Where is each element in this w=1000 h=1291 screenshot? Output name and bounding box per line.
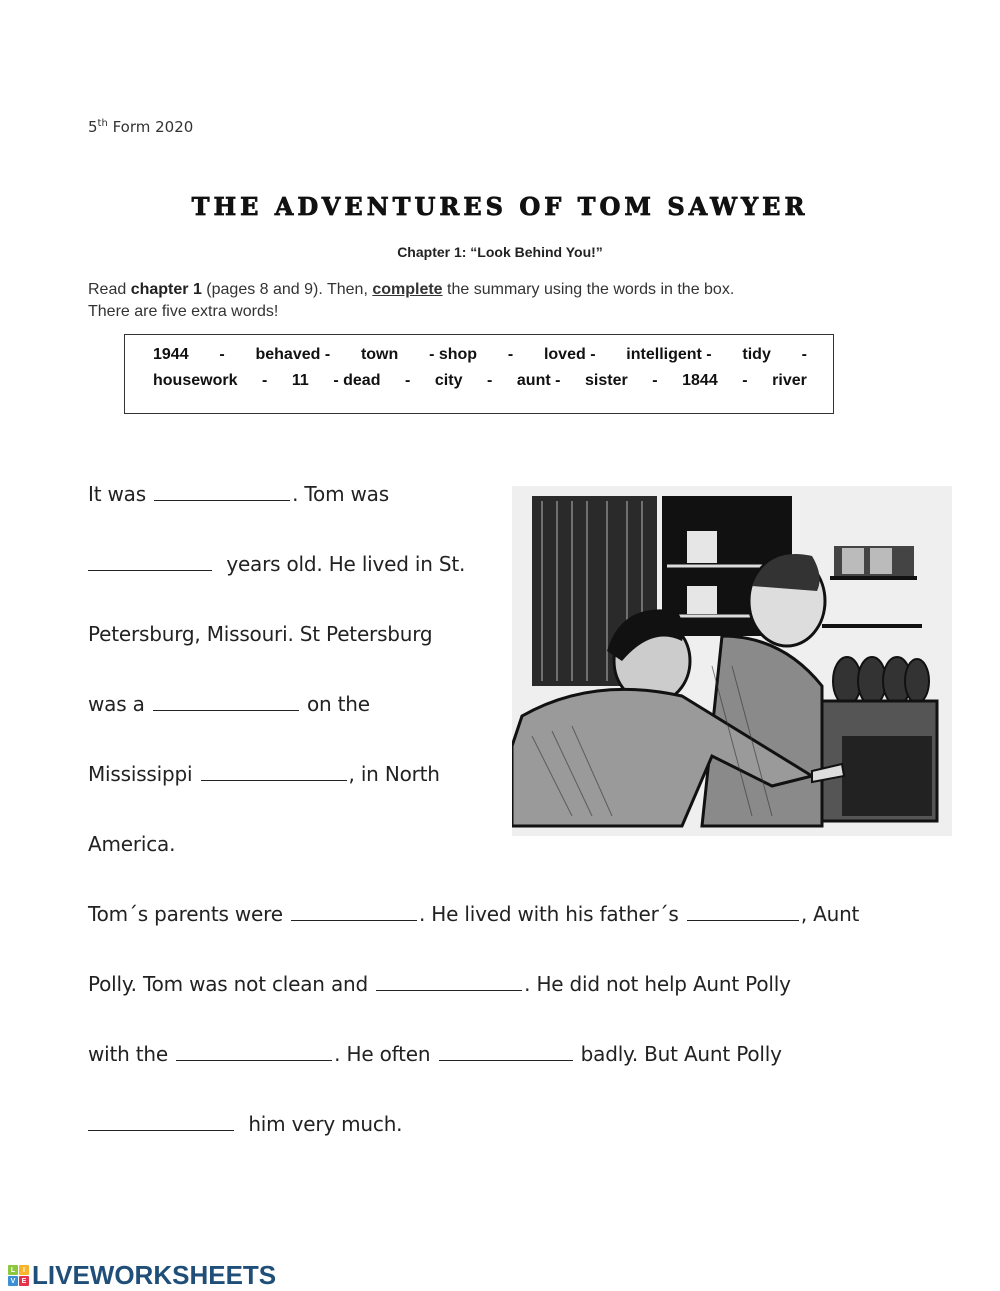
answer-blank-2[interactable] <box>88 569 212 571</box>
word: river <box>772 372 807 389</box>
worksheet-title: THE ADVENTURES OF TOM SAWYER <box>191 192 809 221</box>
summary-text: . He did not help Aunt Polly <box>524 972 791 996</box>
summary-line-9 <box>88 1042 782 1066</box>
word-row-2 <box>153 372 807 390</box>
word: 1844 <box>682 372 718 389</box>
summary-line-3: Petersburg, Missouri. St Petersburg <box>88 622 433 646</box>
logo-mark-icon <box>8 1265 29 1286</box>
word-separator: - <box>507 346 514 363</box>
word-separator: - <box>219 346 225 363</box>
answer-blank-1[interactable] <box>154 499 290 501</box>
logo-wordmark: LIVEWORKSHEETS <box>32 1260 277 1290</box>
summary-line-2 <box>88 552 465 576</box>
summary-line-8 <box>88 972 791 996</box>
word-separator: - <box>801 346 807 363</box>
summary-text: on the <box>300 692 370 716</box>
summary-line-7 <box>88 902 859 926</box>
summary-text: , Aunt <box>800 902 860 926</box>
word: city <box>434 372 463 389</box>
answer-blank-10[interactable] <box>88 1129 234 1131</box>
word: - shop <box>429 346 478 363</box>
answer-blank-3[interactable] <box>153 709 299 711</box>
summary-text: Mississippi <box>88 762 199 786</box>
summary-text: . He often <box>334 1042 437 1066</box>
word-separator: - <box>487 372 493 389</box>
summary-text: . Tom was <box>292 482 389 506</box>
instr-text-2: (pages 8 and 9). Then, <box>201 281 373 298</box>
word-box <box>124 334 834 414</box>
summary-text: years old. He lived in St. <box>214 552 466 576</box>
word: - dead <box>333 372 381 389</box>
summary-text: Tom´s parents were <box>88 902 289 926</box>
word: aunt - <box>516 372 561 389</box>
summary-line-1 <box>88 482 389 506</box>
word: tidy <box>742 346 771 363</box>
word: housework <box>153 372 238 389</box>
summary-text: badly. But Aunt Polly <box>574 1042 782 1066</box>
form-year: Form 2020 <box>107 118 194 136</box>
instr-text-3: the summary using the words in the box. <box>442 281 735 298</box>
summary-line-5 <box>88 762 440 786</box>
answer-blank-7[interactable] <box>376 989 522 991</box>
instructions <box>88 279 908 323</box>
word-separator: - <box>405 372 411 389</box>
summary-line-4 <box>88 692 370 716</box>
answer-blank-9[interactable] <box>439 1059 573 1061</box>
summary-text: Polly. Tom was not clean and <box>88 972 375 996</box>
answer-blank-6[interactable] <box>687 919 799 921</box>
word: intelligent - <box>626 346 712 363</box>
form-superscript: th <box>97 118 108 129</box>
word: behaved - <box>255 346 331 363</box>
summary-text: was a <box>88 692 151 716</box>
summary-line-10 <box>88 1112 402 1136</box>
form-label <box>88 118 193 136</box>
word: town <box>360 346 399 363</box>
instr-bold-complete: complete <box>372 281 443 298</box>
logo-letter: E <box>19 1276 29 1286</box>
answer-blank-8[interactable] <box>176 1059 332 1061</box>
liveworksheets-logo <box>8 1260 276 1291</box>
answer-blank-5[interactable] <box>291 919 417 921</box>
summary-text: , in North <box>348 762 440 786</box>
summary-text: him very much. <box>236 1112 403 1136</box>
illustration-tom-and-aunt-polly <box>512 486 952 836</box>
word-separator: - <box>742 372 748 389</box>
instr-text-1: Read <box>88 281 131 298</box>
word: 11 <box>291 372 309 389</box>
answer-blank-4[interactable] <box>201 779 347 781</box>
word: sister <box>585 372 628 389</box>
logo-letter: I <box>19 1265 29 1275</box>
summary-text: with the <box>88 1042 175 1066</box>
summary-text: It was <box>88 482 153 506</box>
word-separator: - <box>652 372 658 389</box>
instr-bold-chapter: chapter 1 <box>130 281 202 298</box>
summary-text: . He lived with his father´s <box>418 902 685 926</box>
form-number: 5 <box>88 118 98 136</box>
word-row-1 <box>153 346 807 364</box>
instr-line-2: There are five extra words! <box>88 303 279 320</box>
summary-line-6: America. <box>88 832 176 856</box>
word: 1944 <box>153 346 189 363</box>
word: loved - <box>543 346 596 363</box>
chapter-subtitle: Chapter 1: “Look Behind You!” <box>397 244 603 260</box>
logo-letter: V <box>8 1276 18 1286</box>
word-separator: - <box>262 372 268 389</box>
logo-letter: L <box>8 1265 18 1275</box>
